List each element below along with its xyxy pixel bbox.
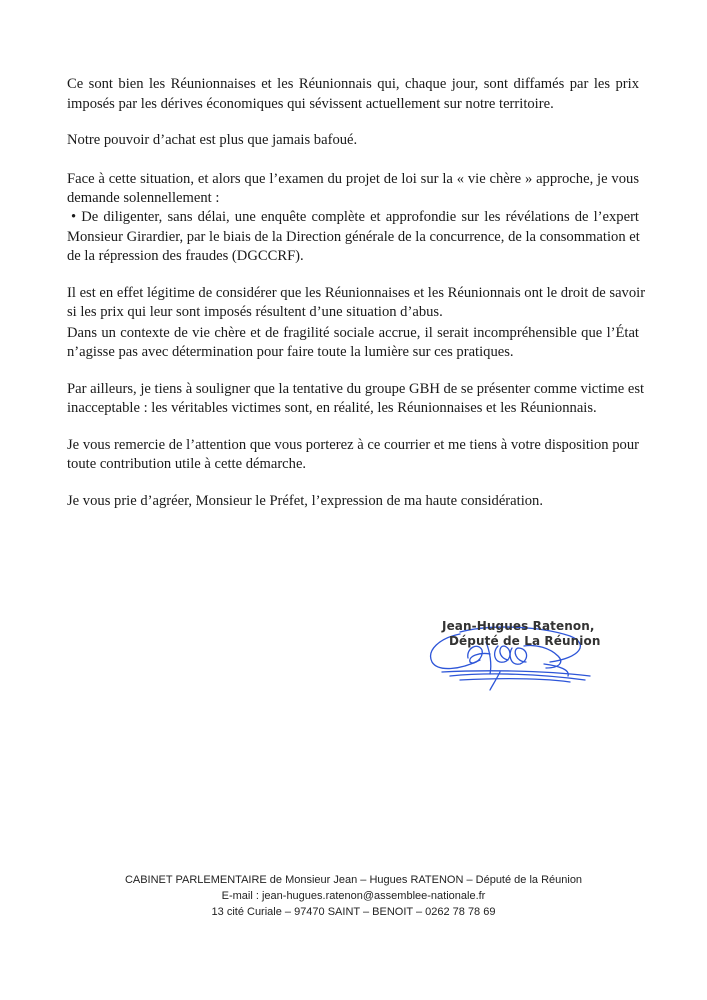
- bullet-item-line-3: de la répression des fraudes (DGCCRF).: [67, 248, 304, 264]
- paragraph-4-line-4: n’agisse pas avec détermination pour faire toute la lumière sur ces pratiques.: [67, 344, 514, 360]
- paragraph-4-line-3: Dans un contexte de vie chère et de fragilité sociale accrue, il serait incompréhensible que l’État: [67, 325, 639, 341]
- paragraph-4-line-1: Il est en effet légitime de considérer que les Réunionnaises et les Réunionnais ont le droit de savoir: [67, 285, 646, 301]
- paragraph-6-line-1: Je vous remercie de l’attention que vous porterez à ce courrier et me tiens à votre disposition pour: [67, 437, 639, 453]
- signatory-name: Jean-Hugues Ratenon,: [442, 619, 595, 633]
- signature-block: [420, 612, 620, 697]
- footer-office-line: CABINET PARLEMENTAIRE de Monsieur Jean – Hugues RATENON – Député de la Réunion: [124, 874, 583, 886]
- paragraph-5-line-2: inacceptable : les véritables victimes sont, en réalité, les Réunionnaises et les Réunionnais.: [67, 400, 597, 416]
- letterhead-footer: [0, 872, 707, 920]
- paragraph-2-line-1: Notre pouvoir d’achat est plus que jamais bafoué.: [67, 132, 358, 148]
- paragraph-5-line-1: Par ailleurs, je tiens à souligner que la tentative du groupe GBH de se présenter comme victime est: [67, 381, 645, 397]
- paragraph-3-line-1: Face à cette situation, et alors que l’examen du projet de loi sur la « vie chère » approche, je vous: [67, 171, 639, 187]
- signatory-title: Député de La Réunion: [449, 634, 601, 648]
- paragraph-1-line-2: imposés par les dérives économiques qui sévissent actuellement sur notre territoire.: [67, 96, 554, 112]
- footer-email-line: E-mail : jean-hugues.ratenon@assemblee-nationale.fr: [221, 890, 486, 902]
- paragraph-6-line-2: toute contribution utile à cette démarche.: [67, 456, 307, 472]
- paragraph-3-line-2: demande solennellement :: [67, 190, 220, 206]
- footer-address-line: 13 cité Curiale – 97470 SAINT – BENOIT – 0262 78 78 69: [211, 906, 496, 918]
- bullet-item-line-2: Monsieur Girardier, par le biais de la Direction générale de la concurrence, de la consommation et: [67, 229, 640, 245]
- bullet-item-line-1: • De diligenter, sans délai, une enquête complète et approfondie sur les révélations de l’expert: [71, 209, 639, 225]
- paragraph-4-line-2: si les prix qui leur sont imposés résultent d’une situation d’abus.: [67, 304, 443, 320]
- closing-formula: Je vous prie d’agréer, Monsieur le Préfet, l’expression de ma haute considération.: [67, 493, 543, 509]
- paragraph-1-line-1: Ce sont bien les Réunionnaises et les Réunionnais qui, chaque jour, sont diffamés par les prix: [67, 76, 639, 92]
